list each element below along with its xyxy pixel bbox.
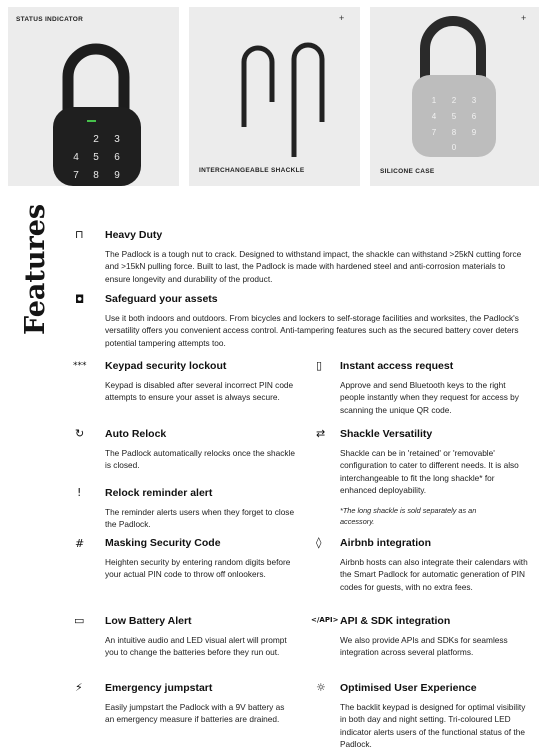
relock-icon: ↻ bbox=[75, 427, 85, 440]
feature-title: Relock reminder alert bbox=[105, 487, 213, 499]
shackle-footnote: *The long shackle is sold separately as an accessory. bbox=[340, 506, 477, 526]
keypad-digit: 9 bbox=[471, 128, 477, 137]
feature-title: Safeguard your assets bbox=[105, 293, 218, 305]
padlock-solid-icon: ◘ bbox=[75, 293, 85, 306]
panel-label-case: SILICONE CASE bbox=[380, 168, 435, 175]
keypad-mask-icon: # bbox=[75, 537, 85, 550]
keypad-digit: 2 bbox=[93, 134, 99, 145]
keypad-digit: 2 bbox=[451, 96, 457, 105]
keypad-digit: 4 bbox=[431, 112, 437, 121]
keypad-digit: 8 bbox=[93, 170, 99, 181]
keypad-digit: 5 bbox=[451, 112, 457, 121]
feature-title: Keypad security lockout bbox=[105, 360, 227, 372]
feature-title: Instant access request bbox=[340, 360, 454, 372]
feature-body: The reminder alerts users when they forget to close the Padlock. bbox=[105, 507, 295, 530]
feature-body: Use it both indoors and outdoors. From bicycles and lockers to self-storage facilities and worksites, the Padlock's versatility offers you convenient access control. Anti-tampering features such as the secured battery cover deters potential tampering attempts too. bbox=[105, 313, 519, 348]
feature-body: Shackle can be in 'retained' or 'removable' configuration to cater to different needs. It is also interchangeable to fit the long shackle* for enhanced deployability. bbox=[340, 448, 519, 495]
feature-title: API & SDK integration bbox=[340, 615, 451, 627]
feature-body: Airbnb hosts can also integrate their calendars with the Smart Padlock for automatic generation of PIN codes for guests, with no extra fees. bbox=[340, 557, 528, 592]
keypad-digit: 9 bbox=[114, 170, 120, 181]
expand-icon[interactable]: + bbox=[521, 13, 527, 23]
keypad-digit: 3 bbox=[471, 96, 477, 105]
keypad-digit: 6 bbox=[114, 152, 120, 163]
keypad-digit: 8 bbox=[451, 128, 457, 137]
expand-icon[interactable]: + bbox=[339, 13, 345, 23]
phone-icon: ▯ bbox=[316, 359, 323, 372]
keypad-digit: 3 bbox=[114, 134, 120, 145]
feature-body: Keypad is disabled after several incorrect PIN code attempts to ensure your asset is always secure. bbox=[105, 380, 294, 403]
keypad-digit: 1 bbox=[431, 96, 437, 105]
feature-body: We also provide APIs and SDKs for seamless integration across several platforms. bbox=[340, 635, 508, 658]
feature-title: Airbnb integration bbox=[340, 537, 431, 549]
feature-body: Approve and send Bluetooth keys to the right people instantly when they request for access by scanning the unique QR code. bbox=[340, 380, 519, 415]
feature-title: Shackle Versatility bbox=[340, 428, 433, 440]
feature-body: Heighten security by entering random digits before your actual PIN code to throw off onlookers. bbox=[105, 557, 291, 580]
feature-title: Emergency jumpstart bbox=[105, 682, 213, 694]
feature-body: An intuitive audio and LED visual alert will prompt you to change the batteries before they run out. bbox=[105, 635, 287, 658]
feature-title: Low Battery Alert bbox=[105, 615, 192, 627]
padlock-icon: ⊓ bbox=[75, 228, 84, 241]
emergency-power-icon: ⚡ bbox=[75, 681, 83, 694]
shackle-swap-icon: ⇄ bbox=[316, 427, 326, 440]
silicone-case-panel bbox=[370, 7, 539, 186]
keypad-digit: 0 bbox=[451, 143, 457, 152]
feature-title: Optimised User Experience bbox=[340, 682, 477, 694]
panel-label-status: STATUS INDICATOR bbox=[16, 16, 84, 23]
features-title: Features bbox=[20, 203, 51, 335]
grey-padlock-image bbox=[370, 7, 539, 186]
asterisks-icon: *** bbox=[73, 361, 87, 371]
interchangeable-shackle-panel bbox=[189, 7, 360, 186]
feature-body: The Padlock is a tough nut to crack. Designed to withstand impact, the shackle can withstand >25kN cutting force and >15kN pulling force. Built to last, the Padlock is made with hardened steel and anti-corrosion materials to ensure longevity and durability of the product. bbox=[105, 249, 522, 284]
battery-icon: ▭ bbox=[74, 614, 85, 627]
feature-body: The backlit keypad is designed for optimal visibility in both day and night setting. Tri-coloured LED indicator alerts users of the functional status of the Padlock. bbox=[340, 702, 526, 749]
keypad-digit: 6 bbox=[471, 112, 477, 121]
feature-body: The Padlock automatically relocks once the shackle is closed. bbox=[105, 448, 296, 471]
keypad-digit: 7 bbox=[431, 128, 437, 137]
feature-title: Heavy Duty bbox=[105, 229, 163, 241]
airbnb-icon: ◊ bbox=[316, 536, 322, 549]
feature-title: Masking Security Code bbox=[105, 537, 221, 549]
feature-body: Easily jumpstart the Padlock with a 9V battery as an emergency measure if batteries are drained. bbox=[105, 702, 285, 725]
panel-label-shackle: INTERCHANGEABLE SHACKLE bbox=[199, 167, 305, 174]
backlight-icon: ☼ bbox=[316, 681, 326, 694]
shackle-image bbox=[189, 7, 360, 186]
feature-title: Auto Relock bbox=[105, 428, 167, 440]
status-indicator-panel bbox=[8, 7, 179, 186]
keypad-digit: 7 bbox=[73, 170, 79, 181]
keypad-digit: 5 bbox=[93, 152, 99, 163]
black-padlock-image bbox=[8, 7, 179, 186]
keypad-digit: 4 bbox=[73, 152, 79, 163]
reminder-icon: ! bbox=[77, 486, 82, 499]
api-icon: </API> bbox=[311, 616, 339, 624]
